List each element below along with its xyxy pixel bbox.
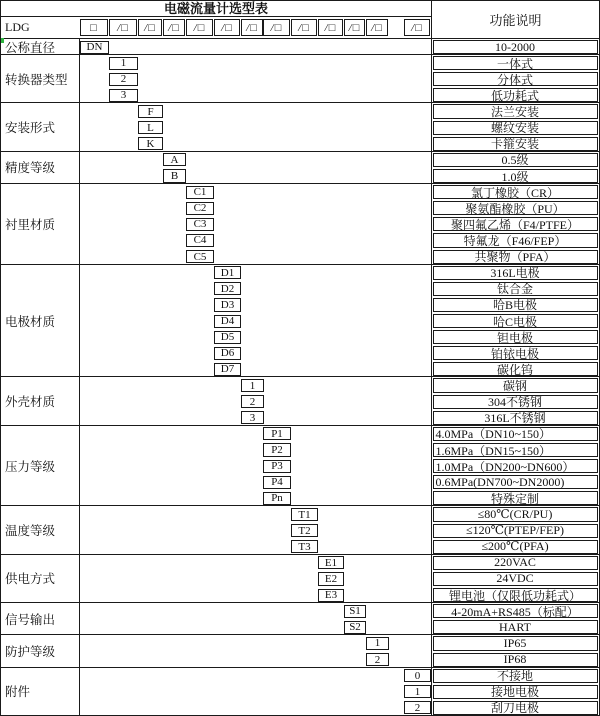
option-code-box: D7 — [214, 363, 241, 376]
function-description-cell: 0.6MPa(DN700~DN2000) — [433, 475, 598, 489]
function-description-cell: IP68 — [433, 653, 598, 667]
attribute-label: 衬里材质 — [1, 184, 80, 264]
function-description-cell: 不接地 — [433, 669, 598, 683]
option-code-box: 2 — [404, 701, 431, 714]
model-code-row — [1, 17, 431, 38]
function-description-cell: 316L电极 — [433, 266, 598, 280]
function-description-cell: 钽电极 — [433, 330, 598, 344]
option-code-box: 3 — [109, 89, 138, 102]
code-slot: /□ — [163, 19, 185, 36]
function-description-cell: 1.6MPa（DN15~150） — [433, 443, 598, 457]
option-code-box: C3 — [186, 218, 214, 231]
function-description-cell: 碳钢 — [433, 378, 598, 392]
option-code-box: C1 — [186, 186, 214, 199]
code-slot-first: □ — [80, 19, 108, 36]
option-code-box: D6 — [214, 347, 241, 360]
function-description-cell: 卡箍安装 — [433, 137, 598, 151]
option-code-box: T3 — [291, 540, 318, 553]
attribute-group — [1, 54, 599, 102]
attribute-label: 安装形式 — [1, 103, 80, 150]
option-code-box: 2 — [241, 395, 264, 408]
function-description-cell: 10-2000 — [433, 40, 598, 54]
option-code-box: D2 — [214, 282, 241, 295]
attribute-label: 精度等级 — [1, 152, 80, 183]
function-description-cell: 低功耗式 — [433, 88, 598, 102]
function-description-cell: ≤80℃(CR/PU) — [433, 507, 598, 521]
option-code-box: C2 — [186, 202, 214, 215]
attribute-group — [1, 505, 599, 553]
function-description-cell: IP65 — [433, 636, 598, 650]
code-slot: /□ — [109, 19, 137, 36]
option-code-box: 2 — [109, 73, 138, 86]
option-code-box: C5 — [186, 250, 214, 263]
function-description-cell: 聚四氟乙烯（F4/PTFE） — [433, 217, 598, 231]
option-code-box: 1 — [366, 637, 389, 650]
code-slot: /□ — [366, 19, 388, 36]
attribute-label: 防护等级 — [1, 635, 80, 666]
function-description-cell: 接地电极 — [433, 685, 598, 699]
option-code-box: T1 — [291, 508, 318, 521]
option-code-box: P1 — [263, 427, 291, 440]
attribute-groups — [1, 38, 599, 715]
function-description-cell: 1.0MPa（DN200~DN600） — [433, 459, 598, 473]
attribute-label: 供电方式 — [1, 555, 80, 602]
function-description-cell: 一体式 — [433, 56, 598, 70]
function-description-cell: 220VAC — [433, 556, 598, 570]
attribute-group — [1, 376, 599, 424]
table-header-rows — [1, 1, 599, 38]
function-description-cell: 4-20mA+RS485（标配） — [433, 604, 598, 618]
function-description-cell: 24VDC — [433, 572, 598, 586]
option-code-box: D3 — [214, 298, 241, 311]
attribute-label: 温度等级 — [1, 506, 80, 553]
function-description-cell: 哈B电极 — [433, 298, 598, 312]
attribute-group — [1, 102, 599, 150]
option-code-box: A — [163, 153, 186, 166]
attribute-group — [1, 425, 599, 506]
attribute-group — [1, 667, 599, 715]
function-description-cell: 0.5级 — [433, 153, 598, 167]
code-slot: /□ — [138, 19, 162, 36]
option-code-box: E3 — [318, 589, 344, 602]
attribute-group — [1, 602, 599, 634]
option-code-box: L — [138, 121, 163, 134]
option-code-box: B — [163, 169, 186, 182]
attribute-label: 公称直径 — [1, 39, 80, 54]
option-code-box: P2 — [263, 443, 291, 456]
function-description-cell: 316L不锈钢 — [433, 411, 598, 425]
attribute-group — [1, 151, 599, 183]
option-code-box: P3 — [263, 460, 291, 473]
option-code-box: S1 — [344, 605, 366, 618]
code-slot: /□ — [214, 19, 240, 36]
function-description-cell: 共聚物（PFA） — [433, 250, 598, 264]
code-slot: /□ — [291, 19, 317, 36]
attribute-label: 电极材质 — [1, 265, 80, 377]
function-description-cell: ≤120℃(PTEP/FEP) — [433, 524, 598, 538]
attribute-label: 外壳材质 — [1, 377, 80, 424]
option-code-box: D4 — [214, 315, 241, 328]
attribute-group — [1, 183, 599, 264]
option-code-box: D5 — [214, 331, 241, 344]
option-code-box: F — [138, 105, 163, 118]
function-description-cell: 钛合金 — [433, 282, 598, 296]
attribute-group — [1, 38, 599, 54]
code-slot: /□ — [263, 19, 290, 36]
code-slot: /□ — [241, 19, 263, 36]
table-title: 电磁流量计选型表 — [1, 1, 431, 17]
code-slot: /□ — [344, 19, 365, 36]
code-slot: /□ — [318, 19, 343, 36]
function-description-cell: 氯丁橡胶（CR） — [433, 185, 598, 199]
option-code-box: DN — [80, 41, 109, 54]
function-description-cell: HART — [433, 620, 598, 634]
option-code-box: K — [138, 137, 163, 150]
model-prefix-label: LDG — [5, 20, 30, 34]
function-description-cell: ≤200℃(PFA) — [433, 540, 598, 554]
function-description-cell: 铂铱电极 — [433, 346, 598, 360]
code-slot: /□ — [404, 19, 430, 36]
attribute-group — [1, 264, 599, 377]
option-code-box: 0 — [404, 669, 431, 682]
function-description-cell: 1.0级 — [433, 169, 598, 183]
function-description-cell: 哈C电极 — [433, 314, 598, 328]
code-slot: /□ — [186, 19, 213, 36]
scan-artifact — [1, 38, 4, 43]
option-code-box: T2 — [291, 524, 318, 537]
function-description-cell: 碳化钨 — [433, 362, 598, 376]
attribute-label: 信号输出 — [1, 603, 80, 634]
option-code-box: P4 — [263, 476, 291, 489]
function-column-header: 功能说明 — [431, 1, 599, 38]
option-code-box: 1 — [241, 379, 264, 392]
option-code-box: S2 — [344, 621, 366, 634]
attribute-label: 附件 — [1, 668, 80, 715]
function-description-cell: 304不锈钢 — [433, 395, 598, 409]
option-code-box: E2 — [318, 572, 344, 585]
option-code-box: D1 — [214, 266, 241, 279]
function-description-cell: 4.0MPa（DN10~150） — [433, 427, 598, 441]
function-description-cell: 锂电池（仅限低功耗式） — [433, 588, 598, 602]
option-code-box: 1 — [109, 57, 138, 70]
function-description-cell: 分体式 — [433, 72, 598, 86]
function-description-cell: 法兰安装 — [433, 104, 598, 118]
attribute-label: 转换器类型 — [1, 55, 80, 102]
attribute-group — [1, 634, 599, 666]
option-code-box: Pn — [263, 492, 291, 505]
function-description-cell: 特氟龙（F46/FEP） — [433, 233, 598, 247]
attribute-group — [1, 554, 599, 602]
option-code-box: E1 — [318, 556, 344, 569]
option-code-box: 1 — [404, 685, 431, 698]
function-description-cell: 特殊定制 — [433, 491, 598, 505]
attribute-label: 压力等级 — [1, 426, 80, 506]
option-code-box: C4 — [186, 234, 214, 247]
option-code-box: 3 — [241, 411, 264, 424]
function-description-cell: 刮刀电极 — [433, 701, 598, 715]
option-code-box: 2 — [366, 653, 389, 666]
function-description-cell: 聚氨酯橡胶（PU） — [433, 201, 598, 215]
function-description-cell: 螺纹安装 — [433, 121, 598, 135]
